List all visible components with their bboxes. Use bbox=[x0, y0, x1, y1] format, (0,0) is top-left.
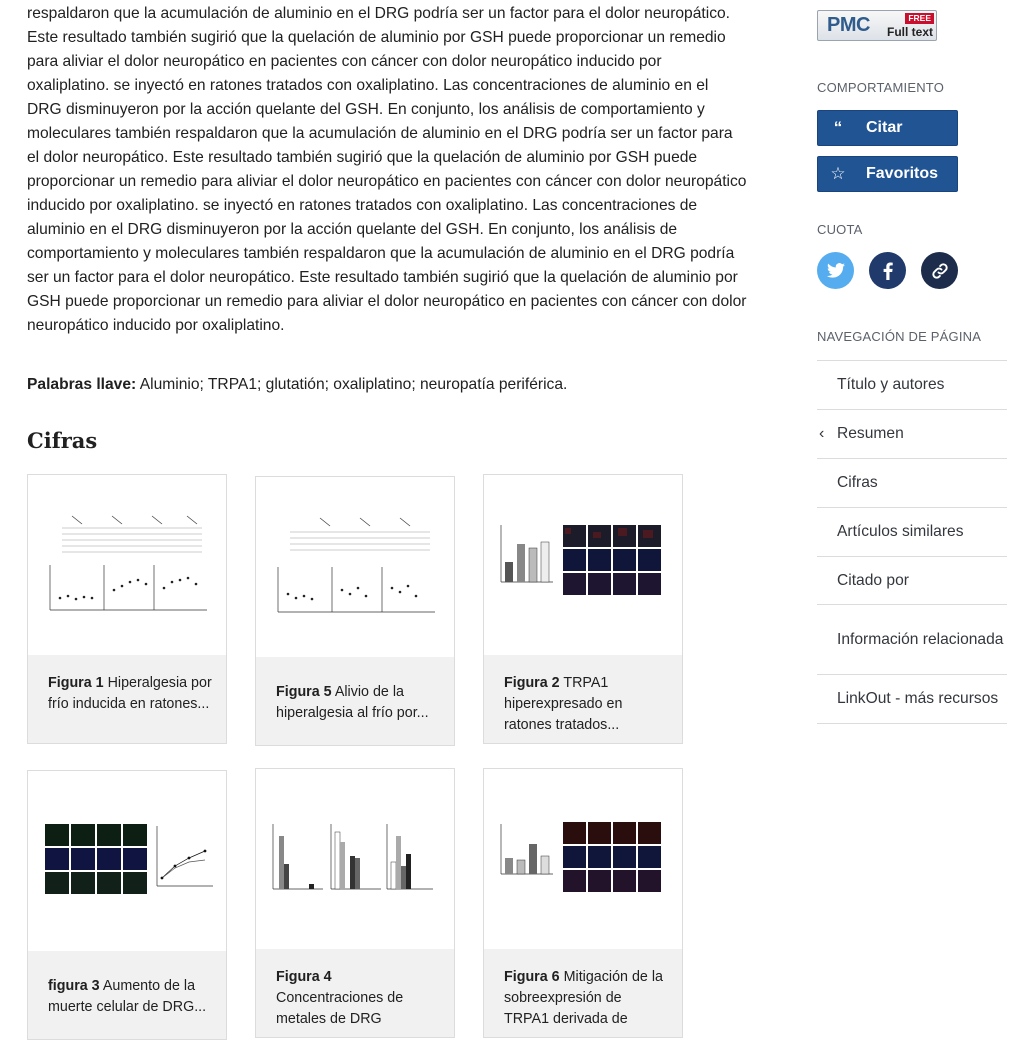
figure-card-3[interactable] bbox=[27, 770, 227, 1040]
nav-item-label: LinkOut - más recursos bbox=[837, 690, 999, 707]
figure-caption-text: TRPA1 hiperexpresado en ratones tratados... bbox=[504, 675, 623, 733]
favorites-button[interactable] bbox=[817, 156, 958, 192]
figure-label: figura 3 bbox=[48, 978, 100, 994]
pmc-free-badge: FREE bbox=[905, 13, 934, 24]
figure-caption-text: Mitigación de la sobreexpresión de TRPA1 derivada de bbox=[504, 969, 663, 1027]
figure-caption[interactable] bbox=[48, 673, 213, 715]
figure-label: Figura 1 bbox=[48, 675, 104, 691]
nav-item-label: Cifras bbox=[837, 474, 878, 491]
nav-item-label: Artículos similares bbox=[837, 523, 964, 540]
share-heading: CUOTA bbox=[817, 222, 863, 237]
cite-button-label: Citar bbox=[866, 119, 903, 136]
keywords-label: Palabras llave: bbox=[27, 376, 137, 393]
copy-link-button[interactable] bbox=[921, 252, 958, 289]
figure-label: Figura 6 bbox=[504, 969, 560, 985]
nav-item-title-authors[interactable] bbox=[817, 360, 1007, 409]
figure-thumbnail[interactable] bbox=[256, 769, 454, 949]
nav-item-similar-articles[interactable] bbox=[817, 507, 1007, 556]
figure-thumbnail[interactable] bbox=[484, 769, 682, 949]
nav-divider bbox=[817, 723, 1007, 724]
link-icon bbox=[931, 262, 949, 280]
pmc-full-text-link[interactable] bbox=[817, 10, 937, 41]
figure-caption-text: Hiperalgesia por frío inducida en ratones... bbox=[48, 675, 212, 712]
nav-item-linkout[interactable] bbox=[817, 674, 1007, 723]
facebook-share-button[interactable] bbox=[869, 252, 906, 289]
favorites-button-label: Favoritos bbox=[866, 165, 939, 182]
figure-card-5[interactable] bbox=[255, 476, 455, 746]
twitter-icon bbox=[827, 263, 845, 278]
figure-caption-text: Aumento de la muerte celular de DRG... bbox=[48, 978, 207, 1015]
figure-label: Figura 5 bbox=[276, 684, 332, 700]
twitter-share-button[interactable] bbox=[817, 252, 854, 289]
page-navigation bbox=[817, 360, 1007, 724]
figure-caption[interactable] bbox=[504, 673, 669, 736]
figure-caption-text: Alivio de la hiperalgesia al frío por... bbox=[276, 684, 429, 721]
keywords bbox=[27, 373, 567, 397]
nav-item-cited-by[interactable] bbox=[817, 556, 1007, 604]
figure-card-2[interactable] bbox=[483, 474, 683, 744]
facebook-icon bbox=[883, 262, 893, 280]
figure-thumbnail[interactable] bbox=[28, 475, 226, 655]
figure-thumbnail[interactable] bbox=[28, 771, 226, 951]
nav-item-label: Información relacionada bbox=[837, 630, 1004, 648]
keywords-list: Aluminio; TRPA1; glutatión; oxaliplatino; neuropatía periférica. bbox=[139, 376, 568, 393]
figure-label: Figura 2 bbox=[504, 675, 560, 691]
figure-label: Figura 4 bbox=[276, 969, 332, 985]
figure-card-1[interactable] bbox=[27, 474, 227, 744]
nav-item-label: Título y autores bbox=[837, 376, 945, 393]
pmc-full-text-label: Full text bbox=[886, 25, 933, 39]
nav-item-related-information[interactable] bbox=[817, 604, 1007, 674]
figure-card-4[interactable] bbox=[255, 768, 455, 1038]
cite-button[interactable] bbox=[817, 110, 958, 146]
page-navigation-heading: NAVEGACIÓN DE PÁGINA bbox=[817, 329, 982, 344]
nav-item-label: Resumen bbox=[837, 425, 904, 442]
nav-item-abstract[interactable] bbox=[817, 409, 1007, 458]
figure-caption[interactable] bbox=[48, 976, 213, 1018]
star-icon: ☆ bbox=[830, 164, 846, 183]
abstract-text: respaldaron que la acumulación de aluminio en el DRG podría ser un factor para el dolor neuropático. Este resultado también sugirió que la quelación de aluminio por GSH puede proporcionar un remedio para aliviar el dolor neuropático en pacientes con cáncer con dolor neuropático inducido por oxaliplatino. se inyectó en ratones tratados con oxaliplatino. Las concentraciones de aluminio en el DRG disminuyeron por la acción quelante del GSH. En conjunto, los análisis de comportamiento y moleculares también respaldaron que la acumulación de aluminio en el DRG podría ser un factor para el dolor neuropático. Este resultado también sugirió que la quelación de aluminio por GSH puede proporcionar un remedio para aliviar el dolor neuropático en pacientes con cáncer con dolor neuropático inducido por oxaliplatino. se inyectó en ratones tratados con oxaliplatino. Las concentraciones de aluminio en el DRG disminuyeron por la acción quelante del GSH. En conjunto, los análisis de comportamiento y moleculares también respaldaron que la acumulación de aluminio en el DRG podría ser un factor para el dolor neuropático. Este resultado también sugirió que la quelación de aluminio por GSH puede proporcionar un remedio para aliviar el dolor neuropático en pacientes con cáncer con dolor neuropático inducido por oxaliplatino. bbox=[27, 5, 747, 334]
pmc-logo-text: PMC bbox=[827, 14, 870, 36]
quote-icon: “ bbox=[833, 118, 843, 137]
actions-heading: COMPORTAMIENTO bbox=[817, 80, 945, 95]
figure-thumbnail[interactable] bbox=[484, 475, 682, 655]
figure-caption[interactable] bbox=[276, 682, 441, 724]
figure-caption-text: Concentraciones de metales de DRG bbox=[276, 990, 404, 1027]
figures-heading: Cifras bbox=[27, 428, 98, 453]
figure-thumbnail[interactable] bbox=[256, 477, 454, 657]
nav-item-label: Citado por bbox=[837, 571, 909, 589]
chevron-left-icon: ‹ bbox=[819, 425, 825, 442]
nav-item-figures[interactable] bbox=[817, 458, 1007, 507]
figure-card-6[interactable] bbox=[483, 768, 683, 1038]
